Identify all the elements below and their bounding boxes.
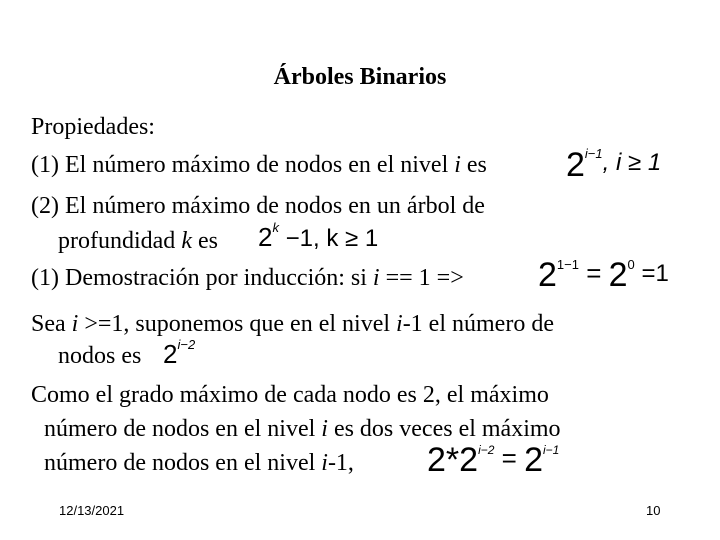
text-segment: número de nodos en el nivel bbox=[44, 450, 322, 476]
footer-date: 12/13/2021 bbox=[59, 503, 125, 518]
text-segment: (1) El número máximo de nodos en el nivel bbox=[31, 152, 455, 178]
formula-base: 2 bbox=[524, 441, 543, 479]
slide-title: Árboles Binarios bbox=[273, 64, 447, 90]
formula-2-pow-i-minus-1 bbox=[566, 148, 661, 182]
formula-base: 2 bbox=[608, 256, 628, 294]
text-line-7: nodos es bbox=[58, 343, 142, 369]
text-segment: == 1 => bbox=[379, 265, 464, 291]
text-line-6 bbox=[31, 309, 554, 339]
formula-base-case bbox=[538, 258, 669, 292]
formula-exponent: i−2 bbox=[478, 443, 495, 457]
formula-equals: = bbox=[494, 443, 525, 473]
text-line-9 bbox=[44, 414, 561, 444]
variable-i: i bbox=[396, 311, 403, 337]
formula-condition: , i ≥ 1 bbox=[602, 149, 662, 176]
text-segment: (1) Demostración por inducción: si bbox=[31, 265, 373, 291]
formula-2-pow-i-minus-2 bbox=[163, 337, 196, 369]
formula-tail: −1, k ≥ 1 bbox=[278, 225, 379, 252]
formula-exponent: 1−1 bbox=[556, 257, 579, 272]
variable-k: k bbox=[181, 228, 192, 254]
text-line-1: Propiedades: bbox=[31, 114, 155, 140]
text-line-10 bbox=[44, 448, 354, 478]
formula-base: 2 bbox=[538, 256, 557, 294]
formula-2-pow-k-minus-1 bbox=[258, 220, 379, 252]
formula-result: =1 bbox=[634, 260, 669, 287]
text-line-5 bbox=[31, 263, 464, 293]
text-segment: número de nodos en el nivel bbox=[44, 416, 322, 442]
formula-exponent: k bbox=[272, 220, 279, 235]
variable-i: i bbox=[321, 416, 328, 442]
formula-product: 2*2 bbox=[427, 441, 479, 479]
formula-doubling bbox=[427, 443, 559, 477]
formula-exponent: i−1 bbox=[584, 146, 603, 161]
text-segment: es bbox=[460, 152, 487, 178]
variable-i: i bbox=[454, 152, 461, 178]
text-segment: -1, bbox=[327, 450, 354, 476]
footer-page-number: 10 bbox=[646, 503, 661, 518]
formula-base: 2 bbox=[258, 222, 273, 252]
text-segment: es dos veces el máximo bbox=[327, 416, 561, 442]
formula-base: 2 bbox=[163, 339, 178, 369]
text-segment: es bbox=[191, 228, 218, 254]
text-segment: Sea bbox=[31, 311, 72, 337]
text-line-3: (2) El número máximo de nodos en un árbol de bbox=[31, 193, 485, 219]
text-line-8: Como el grado máximo de cada nodo es 2, el máximo bbox=[31, 382, 549, 408]
text-line-4 bbox=[58, 226, 218, 256]
text-segment: -1 el número de bbox=[402, 311, 554, 337]
variable-i: i bbox=[372, 265, 380, 291]
text-segment: >=1, suponemos que en el nivel bbox=[78, 311, 397, 337]
variable-i: i bbox=[321, 450, 328, 476]
text-segment: profundidad bbox=[58, 228, 182, 254]
text-line-2 bbox=[31, 150, 487, 180]
variable-i: i bbox=[71, 311, 79, 337]
formula-exponent: 0 bbox=[627, 257, 635, 272]
formula-equals: = bbox=[578, 258, 609, 288]
formula-exponent: i−2 bbox=[177, 337, 196, 352]
formula-base: 2 bbox=[566, 146, 585, 184]
formula-exponent: i−1 bbox=[542, 443, 560, 457]
